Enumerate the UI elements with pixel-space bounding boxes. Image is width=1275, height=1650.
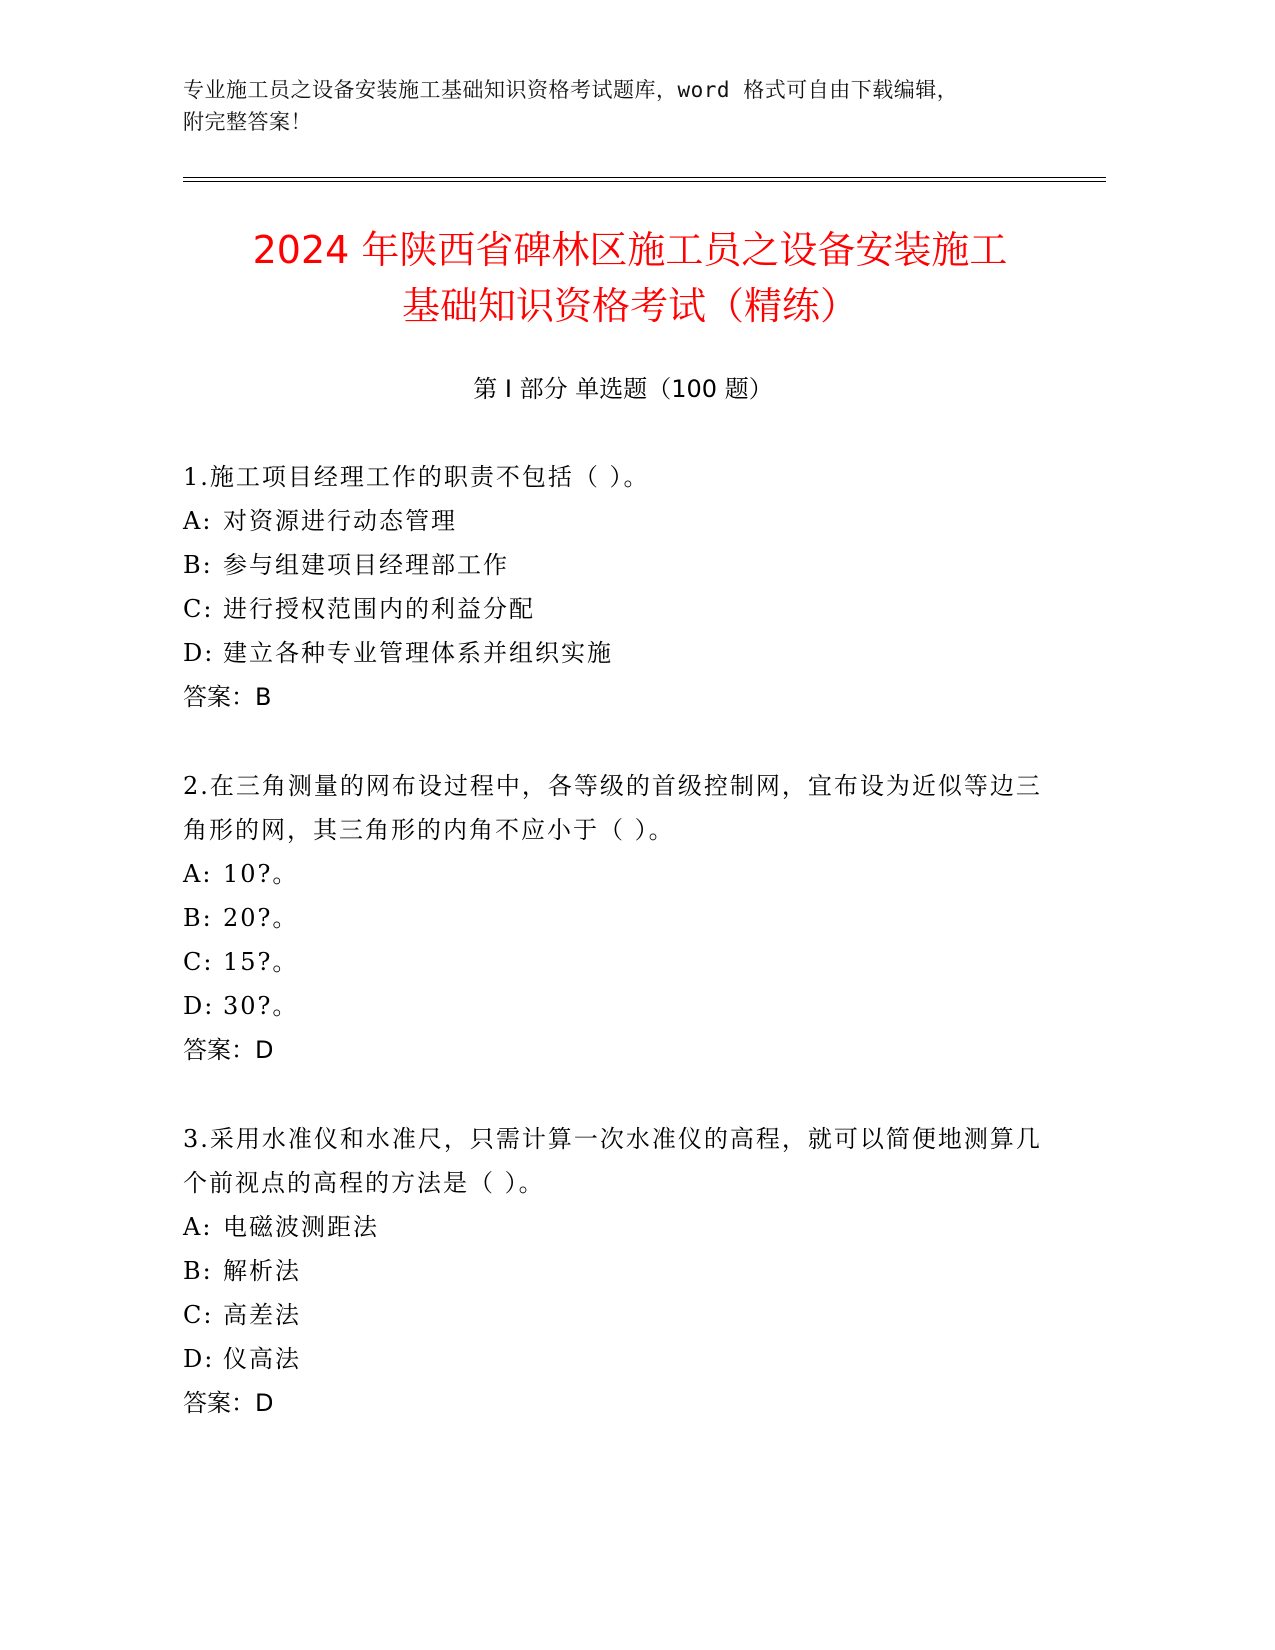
option-b xyxy=(183,896,1043,940)
question-answer: 答案：D xyxy=(183,1389,274,1417)
option-text: 对资源进行动态管理 xyxy=(223,507,457,535)
option-d xyxy=(183,1337,1043,1381)
option-letter: C: xyxy=(183,595,214,623)
option-text: 进行授权范围内的利益分配 xyxy=(223,595,535,623)
question-3 xyxy=(183,1117,1043,1425)
option-d xyxy=(183,631,1043,675)
document-title xyxy=(140,222,1120,334)
option-a xyxy=(183,499,1043,543)
header-divider xyxy=(183,177,1106,182)
header-note-line-1: 专业施工员之设备安装施工基础知识资格考试题库，word 格式可自由下载编辑， xyxy=(183,78,959,102)
option-text: 电磁波测距法 xyxy=(223,1213,379,1241)
option-c xyxy=(183,587,1043,631)
option-text: 高差法 xyxy=(223,1301,301,1329)
option-text: 参与组建项目经理部工作 xyxy=(223,551,509,579)
option-d xyxy=(183,984,1043,1028)
section-title: 第 I 部分 单选题（100 题） xyxy=(473,375,773,403)
option-text: 10?。 xyxy=(223,860,299,888)
option-letter: A: xyxy=(183,1213,213,1241)
option-a xyxy=(183,852,1043,896)
option-letter: B: xyxy=(183,1257,213,1285)
option-letter: A: xyxy=(183,507,213,535)
header-note xyxy=(183,74,1063,138)
option-letter: B: xyxy=(183,904,213,932)
option-letter: D: xyxy=(183,1345,215,1373)
question-1 xyxy=(183,455,1043,719)
question-answer: 答案：B xyxy=(183,683,272,711)
option-a xyxy=(183,1205,1043,1249)
option-c xyxy=(183,1293,1043,1337)
header-note-line-2: 附完整答案！ xyxy=(183,110,312,134)
option-b xyxy=(183,1249,1043,1293)
question-list xyxy=(183,455,1043,1470)
option-letter: D: xyxy=(183,639,215,667)
option-text: 20?。 xyxy=(223,904,299,932)
question-2 xyxy=(183,764,1043,1072)
option-letter: D: xyxy=(183,992,215,1020)
question-stem: 1.施工项目经理工作的职责不包括（ ）。 xyxy=(183,463,650,491)
option-text: 仪高法 xyxy=(223,1345,301,1373)
option-text: 解析法 xyxy=(223,1257,301,1285)
question-stem: 3.采用水准仪和水准尺，只需计算一次水准仪的高程，就可以简便地测算几个前视点的高程的方法是（ ）。 xyxy=(183,1125,1042,1197)
option-letter: C: xyxy=(183,1301,214,1329)
option-text: 15?。 xyxy=(223,948,299,976)
document-title-line-2: 基础知识资格考试（精练） xyxy=(401,284,858,328)
option-c xyxy=(183,940,1043,984)
option-text: 30?。 xyxy=(223,992,299,1020)
question-answer: 答案：D xyxy=(183,1036,274,1064)
question-stem: 2.在三角测量的网布设过程中，各等级的首级控制网，宜布设为近似等边三角形的网，其三角形的内角不应小于（ ）。 xyxy=(183,772,1042,844)
option-text: 建立各种专业管理体系并组织实施 xyxy=(223,639,613,667)
option-letter: B: xyxy=(183,551,213,579)
option-b xyxy=(183,543,1043,587)
option-letter: A: xyxy=(183,860,213,888)
option-letter: C: xyxy=(183,948,214,976)
document-title-line-1: 2024 年陕西省碑林区施工员之设备安装施工 xyxy=(252,228,1008,272)
